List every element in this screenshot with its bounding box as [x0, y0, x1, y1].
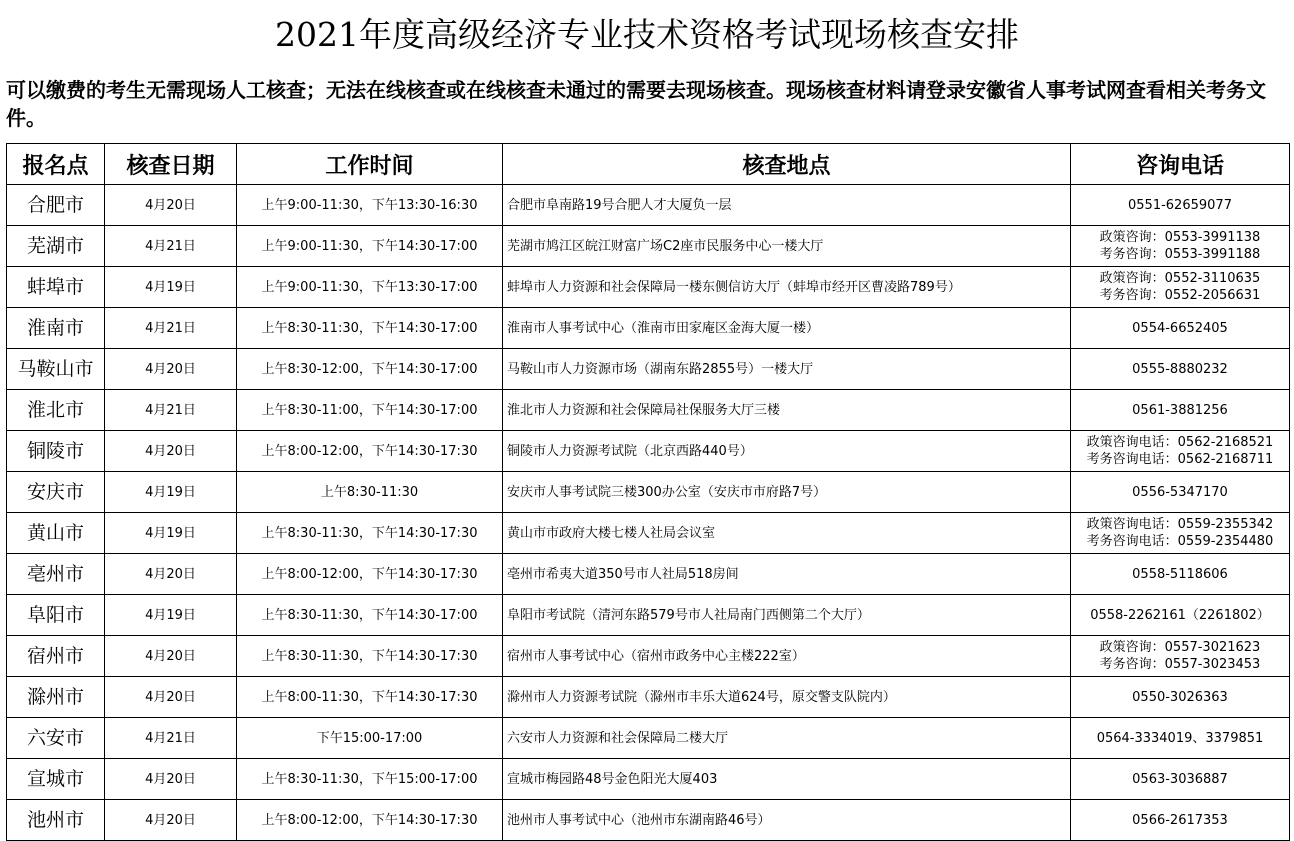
date-cell: 4月21日	[105, 718, 237, 759]
table-row	[7, 472, 1290, 513]
phone-number: 考务咨询：0557-3023453	[1099, 657, 1261, 672]
city-cell: 铜陵市	[7, 431, 105, 472]
time-cell: 上午8:30-11:30，下午14:30-17:30	[237, 513, 503, 554]
city-cell: 宿州市	[7, 636, 105, 677]
schedule-table	[6, 143, 1290, 841]
time-cell: 上午8:30-11:30，下午14:30-17:30	[237, 636, 503, 677]
phone-number: 政策咨询：0557-3021623	[1099, 640, 1261, 655]
phone-cell	[1071, 308, 1290, 349]
date-cell: 4月20日	[105, 554, 237, 595]
phone-number: 考务咨询：0552-2056631	[1099, 288, 1261, 303]
phone-number: 政策咨询：0552-3110635	[1099, 271, 1261, 286]
phone-number: 0556-5347170	[1132, 484, 1228, 500]
date-cell: 4月19日	[105, 513, 237, 554]
city-cell: 蚌埠市	[7, 267, 105, 308]
address-cell: 六安市人力资源和社会保障局二楼大厅	[503, 718, 1071, 759]
table-row	[7, 595, 1290, 636]
phone-number: 政策咨询电话：0559-2355342	[1086, 517, 1274, 532]
address-cell: 安庆市人事考试院三楼300办公室（安庆市市府路7号）	[503, 472, 1071, 513]
table-row	[7, 431, 1290, 472]
time-cell: 上午8:30-11:30	[237, 472, 503, 513]
table-row	[7, 636, 1290, 677]
city-cell: 宣城市	[7, 759, 105, 800]
city-cell: 亳州市	[7, 554, 105, 595]
time-cell: 上午8:30-11:00，下午14:30-17:00	[237, 390, 503, 431]
phone-cell	[1071, 431, 1290, 472]
city-cell: 池州市	[7, 800, 105, 841]
phone-cell	[1071, 718, 1290, 759]
address-cell: 铜陵市人力资源考试院（北京西路440号）	[503, 431, 1071, 472]
city-cell: 安庆市	[7, 472, 105, 513]
time-cell: 上午9:00-11:30，下午13:30-17:00	[237, 267, 503, 308]
address-cell: 阜阳市考试院（清河东路579号市人社局南门西侧第二个大厅）	[503, 595, 1071, 636]
address-cell: 亳州市希夷大道350号市人社局518房间	[503, 554, 1071, 595]
city-cell: 合肥市	[7, 185, 105, 226]
city-cell: 芜湖市	[7, 226, 105, 267]
phone-cell	[1071, 595, 1290, 636]
time-cell: 上午8:30-12:00，下午14:30-17:00	[237, 349, 503, 390]
address-cell: 马鞍山市人力资源市场（湖南东路2855号）一楼大厅	[503, 349, 1071, 390]
table-row	[7, 185, 1290, 226]
phone-cell	[1071, 349, 1290, 390]
phone-cell	[1071, 800, 1290, 841]
date-cell: 4月19日	[105, 267, 237, 308]
date-cell: 4月20日	[105, 759, 237, 800]
date-cell: 4月20日	[105, 185, 237, 226]
header-time: 工作时间	[237, 144, 503, 185]
time-cell: 上午8:30-11:30，下午14:30-17:00	[237, 308, 503, 349]
time-cell: 上午8:00-12:00，下午14:30-17:30	[237, 431, 503, 472]
phone-number: 政策咨询电话：0562-2168521	[1086, 435, 1274, 450]
phone-cell	[1071, 226, 1290, 267]
table-row	[7, 349, 1290, 390]
city-cell: 马鞍山市	[7, 349, 105, 390]
phone-cell	[1071, 677, 1290, 718]
phone-number: 0558-5118606	[1132, 566, 1228, 582]
time-cell: 上午8:00-12:00，下午14:30-17:30	[237, 554, 503, 595]
time-cell: 上午8:00-11:30，下午14:30-17:30	[237, 677, 503, 718]
header-address: 核查地点	[503, 144, 1071, 185]
date-cell: 4月20日	[105, 636, 237, 677]
time-cell: 上午8:30-11:30，下午14:30-17:00	[237, 595, 503, 636]
city-cell: 淮北市	[7, 390, 105, 431]
phone-number: 0558-2262161（2261802）	[1090, 607, 1270, 623]
table-row	[7, 513, 1290, 554]
phone-number: 0550-3026363	[1132, 689, 1228, 705]
table-header-row	[7, 144, 1290, 185]
phone-number: 0564-3334019、3379851	[1096, 730, 1264, 746]
address-cell: 芜湖市鸠江区皖江财富广场C2座市民服务中心一楼大厅	[503, 226, 1071, 267]
phone-cell	[1071, 554, 1290, 595]
table-row	[7, 390, 1290, 431]
address-cell: 合肥市阜南路19号合肥人才大厦负一层	[503, 185, 1071, 226]
city-cell: 黄山市	[7, 513, 105, 554]
address-cell: 池州市人事考试中心（池州市东湖南路46号）	[503, 800, 1071, 841]
date-cell: 4月21日	[105, 390, 237, 431]
table-row	[7, 718, 1290, 759]
table-row	[7, 308, 1290, 349]
phone-number: 政策咨询：0553-3991138	[1099, 230, 1261, 245]
phone-cell	[1071, 390, 1290, 431]
address-cell: 宿州市人事考试中心（宿州市政务中心主楼222室）	[503, 636, 1071, 677]
phone-number: 考务咨询电话：0562-2168711	[1086, 452, 1274, 467]
phone-number: 0555-8880232	[1132, 361, 1228, 377]
header-date: 核查日期	[105, 144, 237, 185]
time-cell: 上午8:30-11:30，下午15:00-17:00	[237, 759, 503, 800]
phone-cell	[1071, 185, 1290, 226]
address-cell: 淮北市人力资源和社会保障局社保服务大厅三楼	[503, 390, 1071, 431]
notice-text: 可以缴费的考生无需现场人工核查；无法在线核查或在线核查未通过的需要去现场核查。现场核查材料请登录安徽省人事考试网查看相关考务文件。	[6, 78, 1266, 130]
phone-number: 0563-3036887	[1132, 771, 1228, 787]
phone-cell	[1071, 513, 1290, 554]
page-title: 2021年度高级经济专业技术资格考试现场核查安排	[275, 15, 1019, 54]
date-cell: 4月20日	[105, 800, 237, 841]
date-cell: 4月20日	[105, 677, 237, 718]
address-cell: 黄山市市政府大楼七楼人社局会议室	[503, 513, 1071, 554]
phone-cell	[1071, 472, 1290, 513]
table-row	[7, 800, 1290, 841]
header-location: 报名点	[7, 144, 105, 185]
address-cell: 滁州市人力资源考试院（滁州市丰乐大道624号，原交警支队院内）	[503, 677, 1071, 718]
table-row	[7, 554, 1290, 595]
phone-cell	[1071, 759, 1290, 800]
time-cell: 下午15:00-17:00	[237, 718, 503, 759]
time-cell: 上午9:00-11:30，下午14:30-17:00	[237, 226, 503, 267]
header-phone: 咨询电话	[1071, 144, 1290, 185]
date-cell: 4月19日	[105, 472, 237, 513]
address-cell: 淮南市人事考试中心（淮南市田家庵区金海大厦一楼）	[503, 308, 1071, 349]
city-cell: 滁州市	[7, 677, 105, 718]
date-cell: 4月19日	[105, 595, 237, 636]
time-cell: 上午9:00-11:30，下午13:30-16:30	[237, 185, 503, 226]
table-row	[7, 267, 1290, 308]
phone-number: 0554-6652405	[1132, 320, 1228, 336]
city-cell: 阜阳市	[7, 595, 105, 636]
date-cell: 4月21日	[105, 226, 237, 267]
date-cell: 4月20日	[105, 349, 237, 390]
address-cell: 宣城市梅园路48号金色阳光大厦403	[503, 759, 1071, 800]
date-cell: 4月21日	[105, 308, 237, 349]
phone-number: 考务咨询：0553-3991188	[1099, 247, 1261, 262]
phone-cell	[1071, 267, 1290, 308]
city-cell: 淮南市	[7, 308, 105, 349]
phone-number: 考务咨询电话：0559-2354480	[1086, 534, 1274, 549]
table-row	[7, 226, 1290, 267]
table-row	[7, 677, 1290, 718]
phone-number: 0561-3881256	[1132, 402, 1228, 418]
time-cell: 上午8:00-12:00，下午14:30-17:30	[237, 800, 503, 841]
table-row	[7, 759, 1290, 800]
date-cell: 4月20日	[105, 431, 237, 472]
city-cell: 六安市	[7, 718, 105, 759]
phone-cell	[1071, 636, 1290, 677]
phone-number: 0551-62659077	[1128, 197, 1232, 213]
phone-number: 0566-2617353	[1132, 812, 1228, 828]
address-cell: 蚌埠市人力资源和社会保障局一楼东侧信访大厅（蚌埠市经开区曹凌路789号）	[503, 267, 1071, 308]
